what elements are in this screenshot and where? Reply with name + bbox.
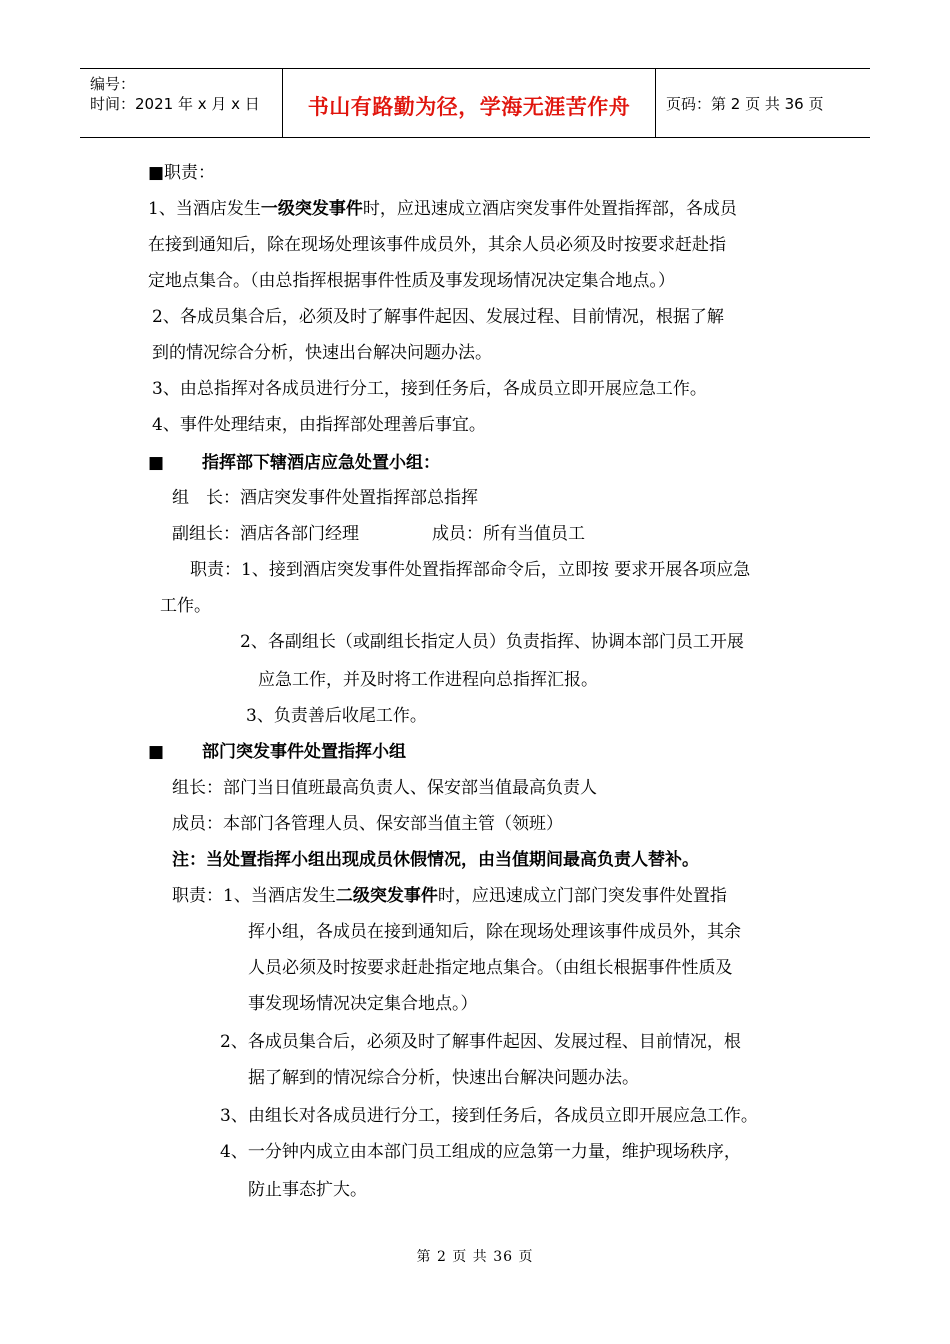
bold-term: 一级突发事件 xyxy=(260,199,363,219)
bold-term: 二级突发事件 xyxy=(335,886,438,906)
text-run: 时，应迅速成立门部门突发事件处置指 xyxy=(437,886,727,906)
section1-line6: 3、由总指挥对各成员进行分工，接到任务后，各成员立即开展应急工作。 xyxy=(152,379,707,399)
header-meta-cell xyxy=(80,69,282,137)
section2-line4: 工作。 xyxy=(160,596,211,616)
date-line: 时间：2021 年 x 月 x 日 xyxy=(90,95,260,113)
section3-line5: 人员必须及时按要求赶赴指定地点集合。（由组长根据事件性质及 xyxy=(248,958,733,978)
section1-line5: 到的情况综合分析，快速出台解决问题办法。 xyxy=(152,343,492,363)
text-run: 时，应迅速成立酒店突发事件处置指挥部，各成员 xyxy=(362,199,737,219)
page-info: 页码：第 2 页 共 36 页 xyxy=(666,95,824,113)
section1-title: ■职责： xyxy=(148,163,216,183)
header-motto-cell xyxy=(282,69,656,137)
section2-line1: 组 长：酒店突发事件处置指挥部总指挥 xyxy=(172,488,478,508)
section3-line4: 挥小组，各成员在接到通知后，除在现场处理该事件成员外，其余 xyxy=(248,922,741,942)
section2-line6: 应急工作，并及时将工作进程向总指挥汇报。 xyxy=(258,670,598,690)
section2-bullet: ■ xyxy=(148,453,165,473)
section3-bullet: ■ xyxy=(148,742,165,762)
header-page-cell xyxy=(654,69,870,137)
section2-line7: 3、负责善后收尾工作。 xyxy=(246,706,427,726)
section1-line1 xyxy=(148,199,737,219)
section3-title: 部门突发事件处置指挥小组 xyxy=(202,742,406,762)
section2-line2b: 成员：所有当值员工 xyxy=(432,524,585,544)
section3-line8: 据了解到的情况综合分析，快速出台解决问题办法。 xyxy=(248,1068,639,1088)
text-run: 1、当酒店发生 xyxy=(148,199,261,219)
section3-line10: 4、一分钟内成立由本部门员工组成的应急第一力量，维护现场秩序， xyxy=(220,1142,741,1162)
section1-line3: 定地点集合。（由总指挥根据事件性质及事发现场情况决定集合地点。） xyxy=(148,271,675,291)
section2-line2a: 副组长：酒店各部门经理 xyxy=(172,524,359,544)
text-run: 职责：1、当酒店发生 xyxy=(172,886,336,906)
section1-line7: 4、事件处理结束，由指挥部处理善后事宜。 xyxy=(152,415,486,435)
section3-line6: 事发现场情况决定集合地点。） xyxy=(248,994,478,1014)
section3-line9: 3、由组长对各成员进行分工，接到任务后，各成员立即开展应急工作。 xyxy=(220,1106,758,1126)
section1-line2: 在接到通知后，除在现场处理该事件成员外，其余人员必须及时按要求赶赴指 xyxy=(148,235,726,255)
section3-note: 注：当处置指挥小组出现成员休假情况，由当值期间最高负责人替补。 xyxy=(172,850,699,870)
number-label: 编号： xyxy=(90,75,136,93)
section1-line4: 2、各成员集合后，必须及时了解事件起因、发展过程、目前情况，根据了解 xyxy=(152,307,724,327)
section2-line3: 职责：1、接到酒店突发事件处置指挥部命令后，立即按 要求开展各项应急 xyxy=(190,560,751,580)
section2-line5: 2、各副组长（或副组长指定人员）负责指挥、协调本部门员工开展 xyxy=(240,632,744,652)
header-motto: 书山有路勤为径，学海无涯苦作舟 xyxy=(307,95,631,119)
section3-line2: 成员：本部门各管理人员、保安部当值主管（领班） xyxy=(172,814,563,834)
section3-line7: 2、各成员集合后，必须及时了解事件起因、发展过程、目前情况，根 xyxy=(220,1032,741,1052)
section3-line11: 防止事态扩大。 xyxy=(248,1180,367,1200)
page-footer: 第 2 页 共 36 页 xyxy=(416,1249,534,1265)
document-header xyxy=(80,68,870,138)
section2-title: 指挥部下辖酒店应急处置小组： xyxy=(202,453,440,473)
section3-line1: 组长：部门当日值班最高负责人、保安部当值最高负责人 xyxy=(172,778,597,798)
section3-line3 xyxy=(172,886,727,906)
